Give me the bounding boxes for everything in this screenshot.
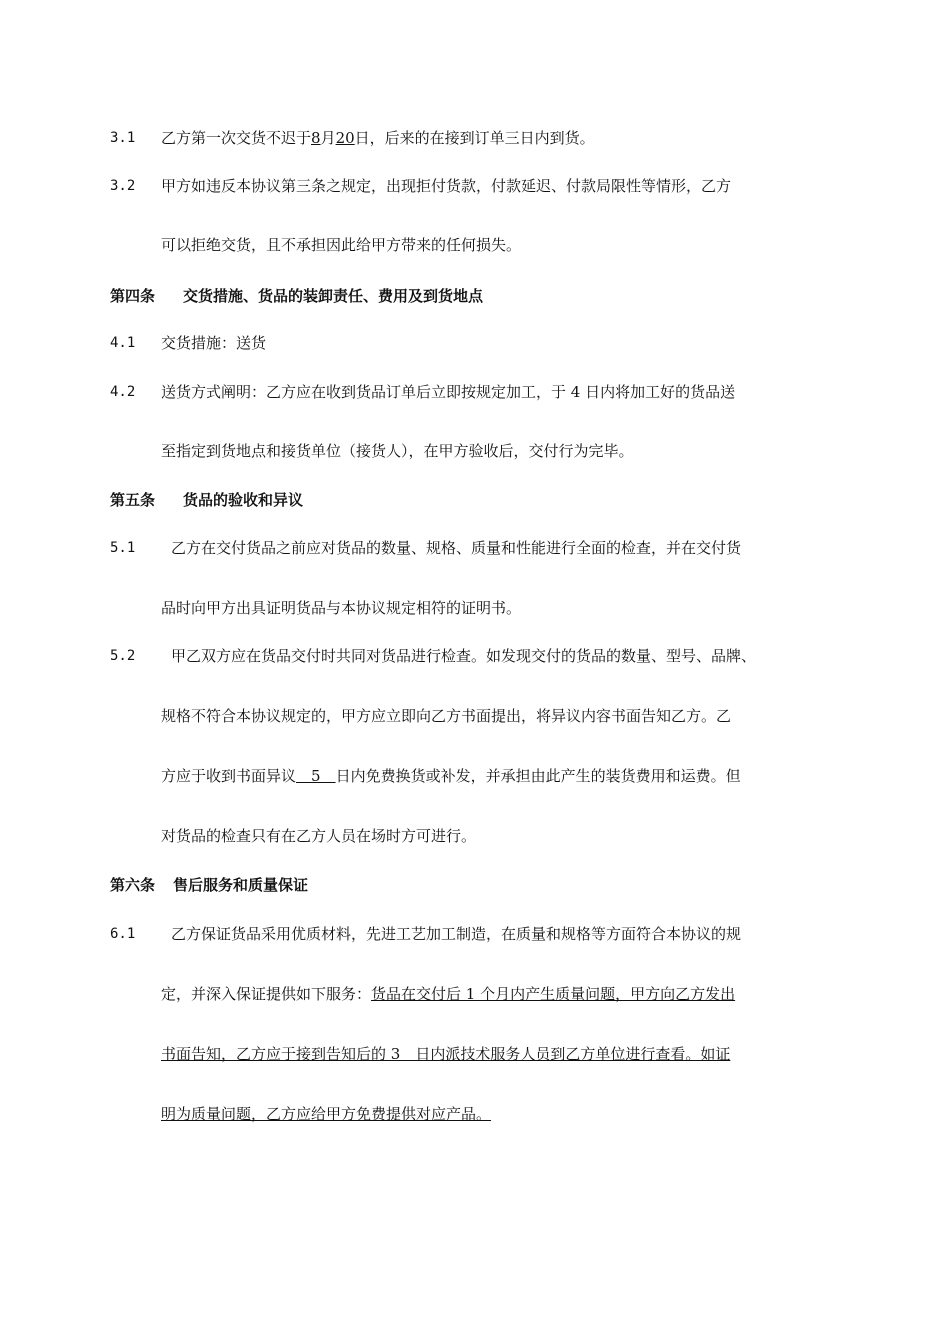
clause-number-5-2: 5.2: [110, 648, 136, 664]
clause-3-2-line-1: 甲方如违反本协议第三条之规定，出现拒付货款，付款延迟、付款局限性等情形，乙方: [161, 177, 732, 195]
article-4-label: 第四条: [110, 287, 156, 305]
delivery-day: 20: [335, 129, 355, 147]
clause-6-1-line-2: [161, 984, 735, 1004]
clause-5-2-line-3-b: 日内免费换货或补发，并承担由此产生的装货费用和运费。但: [335, 767, 741, 785]
delivery-month: 8: [311, 129, 321, 147]
clause-6-1-line-2-a: 定，并深入保证提供如下服务：: [161, 985, 372, 1003]
clause-3-1-text-c: 日，后来的在接到订单三日内到货。: [354, 129, 595, 147]
article-5-title: 货品的验收和异议: [183, 491, 304, 509]
clause-number-6-1: 6.1: [110, 926, 136, 942]
clause-3-1-text-b: 月: [320, 129, 336, 147]
article-6-title: 售后服务和质量保证: [173, 876, 309, 894]
clause-5-2-line-3: [161, 766, 741, 786]
article-4-title: 交货措施、货品的装卸责任、费用及到货地点: [183, 287, 484, 305]
article-5-heading: [110, 490, 303, 510]
clause-number-3-2: 3.2: [110, 178, 136, 194]
clause-6-1-line-4: 明为质量问题，乙方应给甲方免费提供对应产品。: [161, 1105, 492, 1123]
clause-3-2-line-2: 可以拒绝交货，且不承担因此给甲方带来的任何损失。: [161, 236, 522, 254]
exchange-days: 5: [296, 767, 336, 785]
clause-5-2-line-1: 甲乙双方应在货品交付时共同对货品进行检查。如发现交付的货品的数量、型号、品牌、: [171, 647, 757, 665]
article-4-heading: [110, 286, 483, 306]
clause-6-1-line-1: 乙方保证货品采用优质材料，先进工艺加工制造，在质量和规格等方面符合本协议的规: [171, 925, 742, 943]
clause-6-1-line-3: 书面告知，乙方应于接到告知后的 3 日内派技术服务人员到乙方单位进行查看。如证: [161, 1045, 731, 1063]
article-6-heading: [110, 875, 308, 895]
clause-5-2-line-4: 对货品的检查只有在乙方人员在场时方可进行。: [161, 827, 477, 845]
clause-5-1-line-1: 乙方在交付货品之前应对货品的数量、规格、质量和性能进行全面的检查，并在交付货: [171, 539, 742, 557]
clause-4-2-line-1: 送货方式阐明：乙方应在收到货品订单后立即按规定加工，于 4 日内将加工好的货品送: [161, 383, 736, 401]
clause-5-1-line-2: 品时向甲方出具证明货品与本协议规定相符的证明书。: [161, 599, 522, 617]
clause-3-1-text-a: 乙方第一次交货不迟于: [161, 129, 312, 147]
clause-3-1-text: [161, 128, 595, 148]
article-6-label: 第六条: [110, 876, 156, 894]
clause-number-4-1: 4.1: [110, 335, 136, 351]
clause-number-5-1: 5.1: [110, 540, 136, 556]
article-5-label: 第五条: [110, 491, 156, 509]
clause-4-1-text: 交货措施：送货: [161, 334, 267, 352]
clause-number-3-1: 3.1: [110, 130, 136, 146]
clause-5-2-line-2: 规格不符合本协议规定的，甲方应立即向乙方书面提出，将异议内容书面告知乙方。乙: [161, 707, 732, 725]
clause-number-4-2: 4.2: [110, 384, 136, 400]
clause-4-2-line-2: 至指定到货地点和接货单位（接货人），在甲方验收后，交付行为完毕。: [161, 442, 634, 460]
clause-5-2-line-3-a: 方应于收到书面异议: [161, 767, 297, 785]
clause-6-1-line-2-underlined: 货品在交付后 1 个月内产生质量问题，甲方向乙方发出: [371, 985, 736, 1003]
